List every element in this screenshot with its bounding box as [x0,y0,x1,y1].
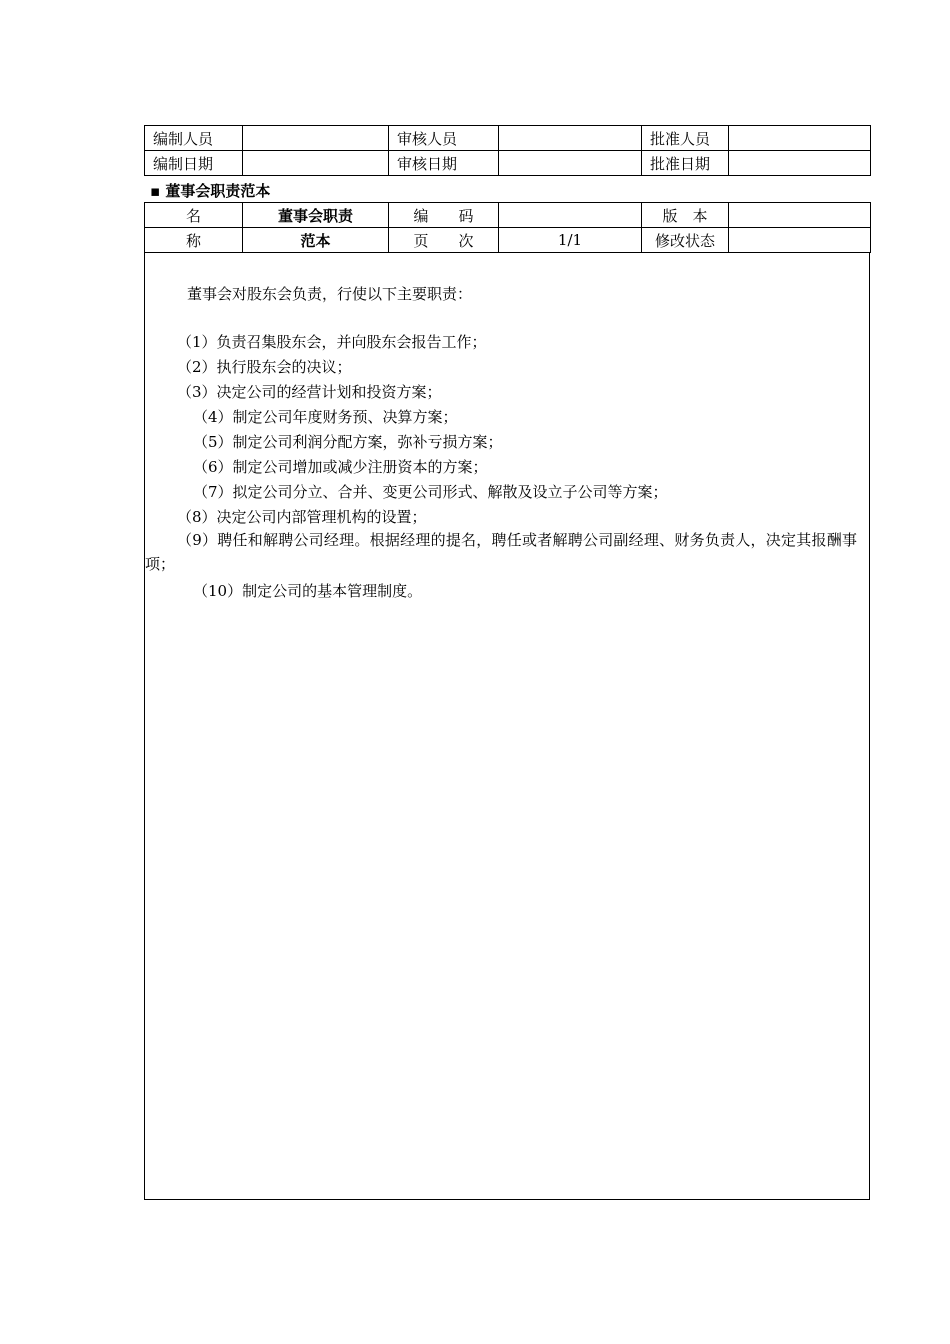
reviewed-date-label: 审核日期 [389,151,499,176]
page-label: 页 次 [389,228,499,253]
list-item: （10）制定公司的基本管理制度。 [193,582,423,600]
approval-table [144,125,871,176]
name-label-top: 名 [145,203,243,228]
prepared-by-label: 编制人员 [145,126,243,151]
list-item: （5）制定公司利润分配方案，弥补亏损方案； [193,433,503,451]
approved-by-label: 批准人员 [642,126,729,151]
prepared-date-label: 编制日期 [145,151,243,176]
list-item: （3）决定公司的经营计划和投资方案； [177,383,442,401]
reviewed-by-label: 审核人员 [389,126,499,151]
reviewed-by-value[interactable] [499,126,642,151]
list-item: （6）制定公司增加或减少注册资本的方案； [193,458,488,476]
list-item: （4）制定公司年度财务预、决算方案； [193,408,458,426]
doc-header-row-1 [145,203,871,228]
approved-date-label: 批准日期 [642,151,729,176]
approved-by-value[interactable] [729,126,871,151]
list-item: （8）决定公司内部管理机构的设置； [177,508,427,526]
section-heading: ▪ 董事会职责范本 [150,182,271,200]
document-body [144,253,870,1200]
approval-row-people [145,126,871,151]
version-value[interactable] [729,203,871,228]
list-item: （7）拟定公司分立、合并、变更公司形式、解散及设立子公司等方案； [193,483,668,501]
reviewed-date-value[interactable] [499,151,642,176]
approval-row-dates [145,151,871,176]
version-label: 版 本 [642,203,729,228]
approved-date-value[interactable] [729,151,871,176]
doc-header-row-2 [145,228,871,253]
code-value[interactable] [499,203,642,228]
body-intro: 董事会对股东会负责，行使以下主要职责： [187,285,473,303]
list-item: （2）执行股东会的决议； [177,358,352,376]
prepared-by-value[interactable] [243,126,389,151]
revision-value[interactable] [729,228,871,253]
code-label: 编 码 [389,203,499,228]
list-item: （1）负责召集股东会，并向股东会报告工作； [177,333,487,351]
doc-header-table [144,202,871,253]
doc-title-top: 董事会职责 [243,203,389,228]
page-value: 1/1 [499,228,642,253]
revision-label: 修改状态 [642,228,729,253]
list-item: （9）聘任和解聘公司经理。根据经理的提名，聘任或者解聘公司副经理、财务负责人，决定其报酬事项； [145,531,857,573]
prepared-date-value[interactable] [243,151,389,176]
doc-title-bottom: 范本 [243,228,389,253]
name-label-bottom: 称 [145,228,243,253]
